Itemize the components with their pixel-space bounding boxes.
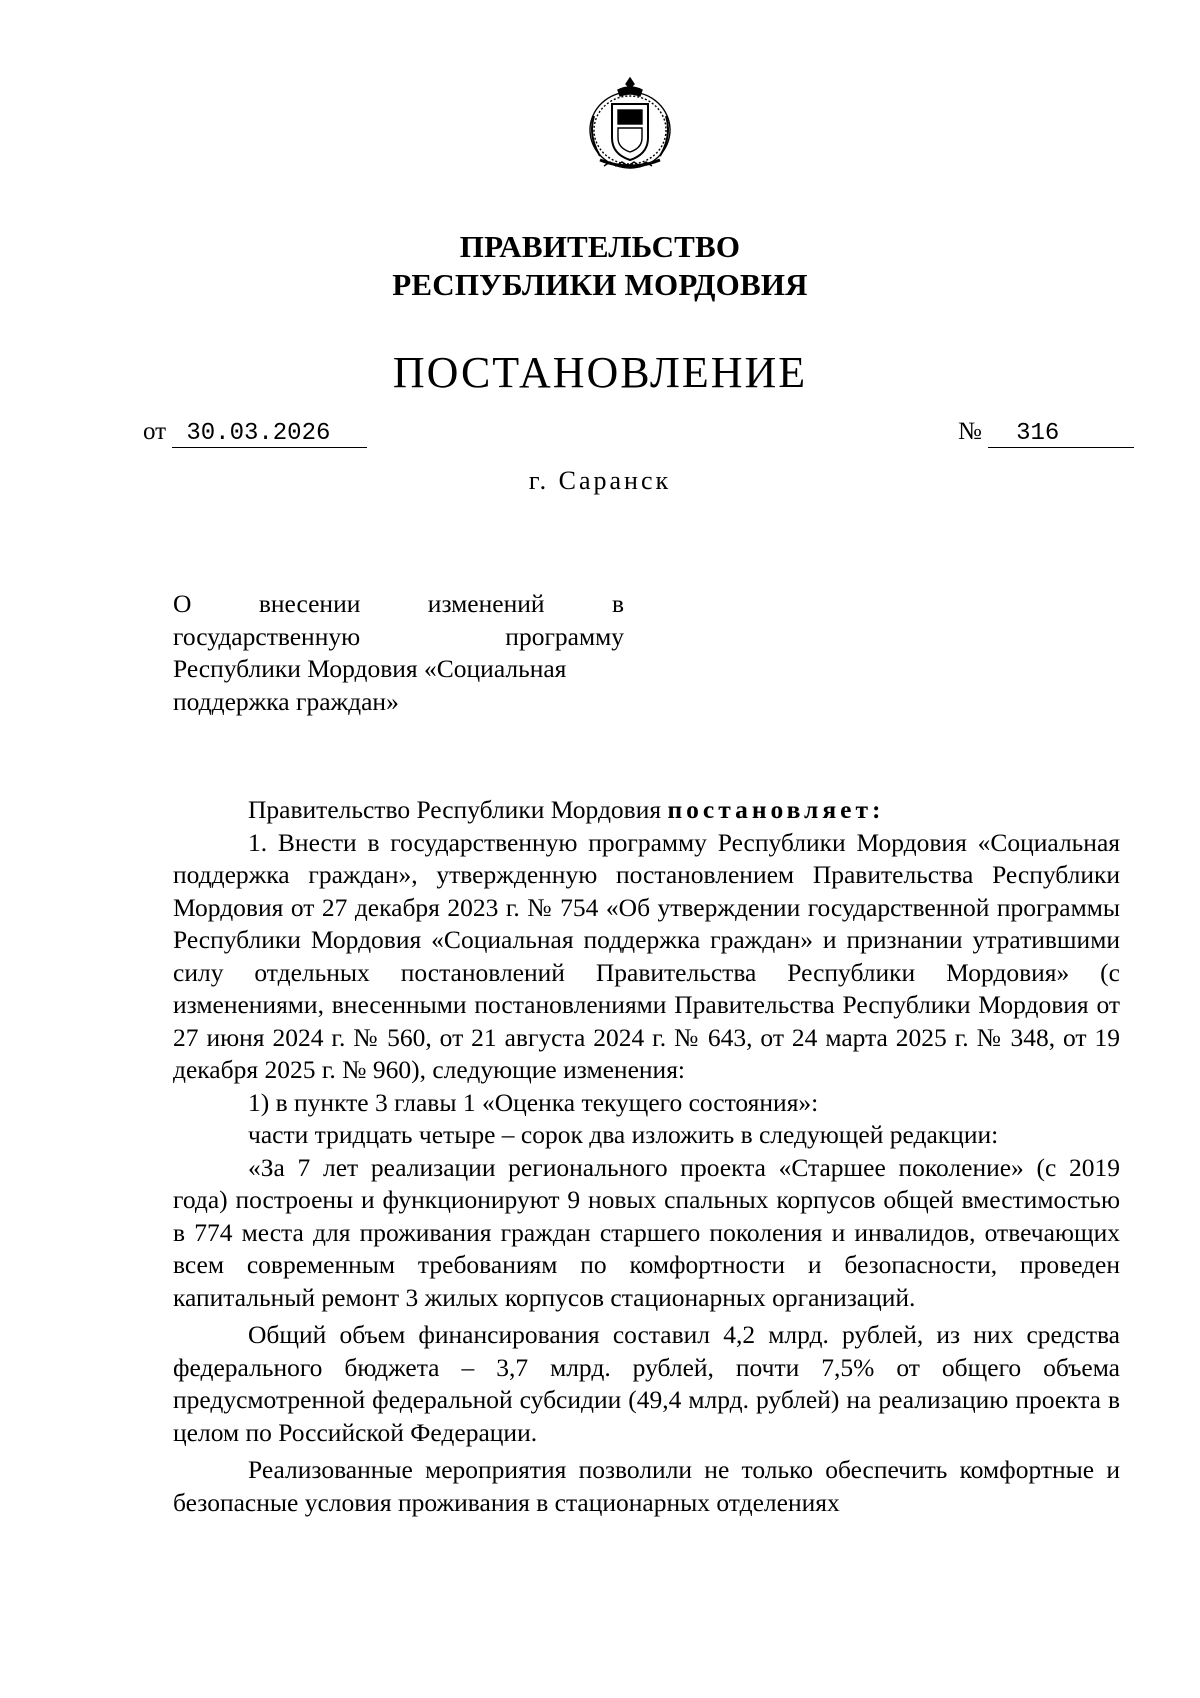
government-title-line1: ПРАВИТЕЛЬСТВО — [459, 229, 741, 264]
subject-line: Республики Мордовия «Социальная — [173, 654, 567, 683]
paragraph: 1) в пункте 3 главы 1 «Оценка текущего состояния»: — [248, 1087, 819, 1117]
document-subject — [173, 588, 624, 718]
subject-line: государственную программу — [173, 621, 624, 651]
date-value: 30.03.2026 — [172, 421, 367, 448]
paragraph: «За 7 лет реализации регионального проекта «Старшее поколение» (с 2019 года) построены и функционируют 9 новых спальных корпусов общей вместимостью в 774 места для проживания граждан старшего поколения и инвалидов, отвечающих всем современным требованиям по комфортности и безопасности, проведен капитальный ремонт 3 жилых корпусов стационарных организаций. — [173, 1152, 1120, 1312]
intro-verb: постановляет: — [667, 795, 885, 824]
date-prefix: от — [143, 418, 167, 445]
number-field — [958, 418, 1134, 448]
paragraph: 1. Внести в государственную программу Республики Мордовия «Социальная поддержка граждан», утвержденную постановлением Правительства Республики Мордовия от 27 декабря 2023 г. № 754 «Об утверждении государственной программы Республики Мордовия «Социальная поддержка граждан» и признании утратившими силу отдельных постановлений Правительства Республики Мордовия» (с изменениями, внесенными постановлениями Правительства Республики Мордовия от 27 июня 2024 г. № 560, от 21 августа 2024 г. № 643, от 24 марта 2025 г. № 348, от 19 декабря 2025 г. № 960), следующие изменения: — [173, 827, 1120, 1084]
document-type: ПОСТАНОВЛЕНИЕ — [392, 348, 808, 397]
number-value: 316 — [988, 421, 1134, 448]
paragraph: Общий объем финансирования составил 4,2 млрд. рублей, из них средства федерального бюджета – 3,7 млрд. рублей, почти 7,5% от общего объема предусмотренной федеральной субсидии (49,4 млрд. рублей) на реализацию проекта в целом по Российской Федерации. — [173, 1320, 1120, 1447]
coat-of-arms-icon — [580, 76, 680, 176]
subject-line: О внесении изменений в — [173, 589, 624, 618]
city: г. Саранск — [528, 466, 672, 495]
paragraph: Реализованные мероприятия позволили не только обеспечить комфортные и безопасные условия проживания в стационарных отделениях — [173, 1455, 1120, 1517]
number-prefix: № — [958, 418, 982, 445]
paragraph: части тридцать четыре – сорок два изложить в следующей редакции: — [248, 1120, 999, 1149]
intro-text: Правительство Республики Мордовия — [248, 795, 668, 824]
government-title-line2: РЕСПУБЛИКИ МОРДОВИЯ — [392, 267, 808, 302]
document-body — [173, 794, 1120, 1519]
date-field — [143, 418, 367, 448]
intro-paragraph — [173, 794, 1120, 827]
subject-line: поддержка граждан» — [173, 686, 399, 716]
